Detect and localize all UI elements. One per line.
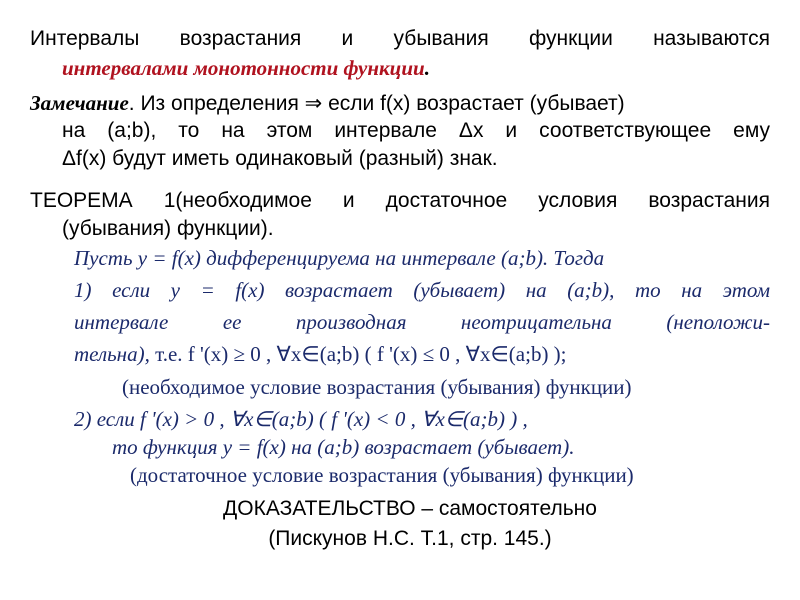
monotonic-intervals-term: интервалами монотонности функции: [62, 56, 425, 80]
item-1-condition: т.е. f '(x) ≥ 0 , ∀x∈(a;b) ( f '(x) ≤ 0 , ∀x∈(a;b) );: [149, 342, 567, 366]
item-1-line-2: интервале ее производная неотрицательна (неположи-: [74, 310, 770, 334]
theorem-heading-line-2: (убывания) функции).: [62, 217, 274, 240]
definition-line-2: [62, 55, 430, 81]
sufficient-condition-note: (достаточное условие возрастания (убывания) функции): [130, 463, 634, 487]
proof-line-1: ДОКАЗАТЕЛЬСТВО – самостоятельно: [223, 497, 597, 520]
item-1-line-3-italic: тельна),: [74, 342, 150, 366]
remark-label: Замечание: [30, 91, 129, 115]
remark-line-2: на (a;b), то на этом интервале Δx и соответствующее ему: [62, 119, 770, 142]
remark-line-1: [30, 90, 770, 117]
remark-line-1-text: . Из определения ⇒ если f(x) возрастает (убывает): [128, 92, 625, 115]
theorem-premise: Пусть y = f(x) дифференцируема на интервале (a;b). Тогда: [74, 246, 605, 270]
definition-line-2-period: .: [424, 56, 430, 80]
theorem-heading-line-1: ТЕОРЕМА 1(необходимое и достаточное условия возрастания: [30, 189, 770, 212]
necessary-condition-note: (необходимое условие возрастания (убывания) функции): [122, 375, 632, 399]
item-1-line-3: [74, 341, 567, 367]
remark-line-3: Δf(x) будут иметь одинаковый (разный) знак.: [62, 147, 498, 170]
item-1-line-1: 1) если y = f(x) возрастает (убывает) на (a;b), то на этом: [74, 278, 770, 302]
proof-reference: (Пискунов Н.С. Т.1, стр. 145.): [268, 527, 552, 550]
item-2-line-1: 2) если f '(x) > 0 , ∀x∈(a;b) ( f '(x) < 0 , ∀x∈(a;b) ) ,: [74, 407, 528, 431]
definition-line-1: Интервалы возрастания и убывания функции называются: [30, 27, 770, 50]
item-2-line-2: то функция y = f(x) на (a;b) возрастает (убывает).: [112, 435, 575, 459]
